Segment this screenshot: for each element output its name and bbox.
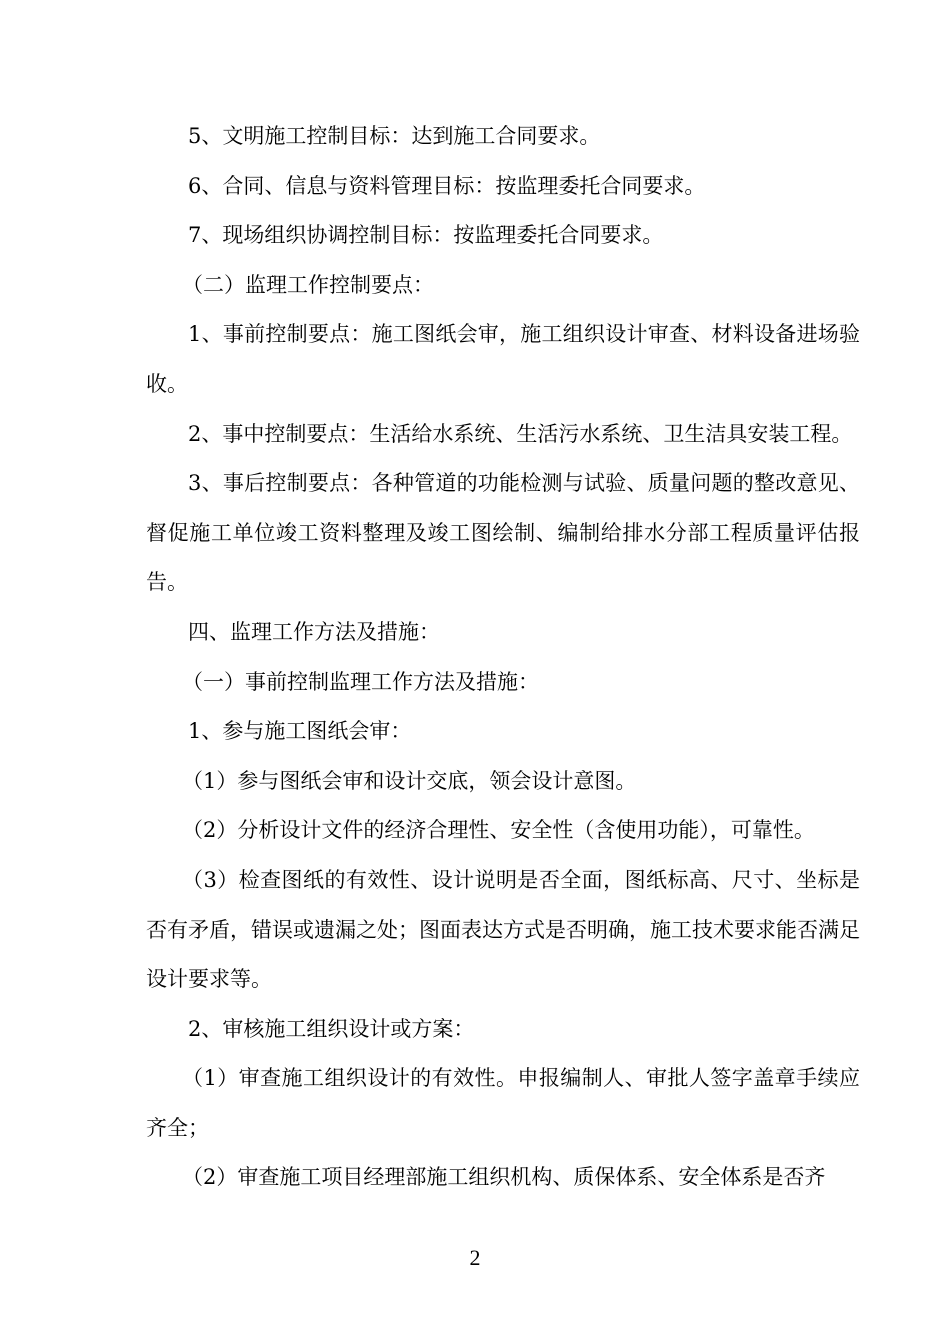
paragraph-target-civilized-construction: 5、文明施工控制目标：达到施工合同要求。 (188, 124, 601, 148)
paragraph-pre-control-points: 1、事前控制要点：施工图纸会审，施工组织设计审查、材料设备进场验收。 (146, 322, 860, 396)
heading-pre-control-methods: （一）事前控制监理工作方法及措施： (182, 669, 539, 694)
paragraph-drawing-review: 1、参与施工图纸会审： (188, 719, 412, 744)
paragraph-drawing-review-item-1: （1）参与图纸会审和设计交底，领会设计意图。 (182, 768, 637, 793)
paragraph-target-contract-info: 6、合同、信息与资料管理目标：按监理委托合同要求。 (188, 173, 706, 198)
paragraph-post-control-points: 3、事后控制要点：各种管道的功能检测与试验、质量问题的整改意见、督促施工单位竣工资料整理及竣工图绘制、编制给排水分部工程质量评估报告。 (146, 471, 860, 595)
heading-control-points: （二）监理工作控制要点： (182, 272, 434, 297)
paragraph-plan-review-item-1: （1）审查施工组织设计的有效性。申报编制人、审批人签字盖章手续应齐全； (146, 1066, 860, 1140)
page-number: 2 (469, 1245, 481, 1270)
paragraph-target-site-coordination: 7、现场组织协调控制目标：按监理委托合同要求。 (188, 223, 664, 248)
paragraph-mid-control-points: 2、事中控制要点：生活给水系统、生活污水系统、卫生洁具安装工程。 (188, 421, 853, 446)
heading-methods-measures: 四、监理工作方法及措施： (188, 619, 440, 644)
document-body (146, 112, 860, 1203)
paragraph-plan-review-item-2: （2）审查施工项目经理部施工组织机构、质保体系、安全体系是否齐 (182, 1165, 826, 1190)
paragraph-construction-plan-review: 2、审核施工组织设计或方案： (188, 1016, 475, 1041)
paragraph-drawing-review-item-2: （2）分析设计文件的经济合理性、安全性（含使用功能），可靠性。 (182, 818, 815, 843)
paragraph-drawing-review-item-3: （3）检查图纸的有效性、设计说明是否全面，图纸标高、尺寸、坐标是否有矛盾，错误或遗漏之处；图面表达方式是否明确，施工技术要求能否满足设计要求等。 (146, 867, 860, 992)
